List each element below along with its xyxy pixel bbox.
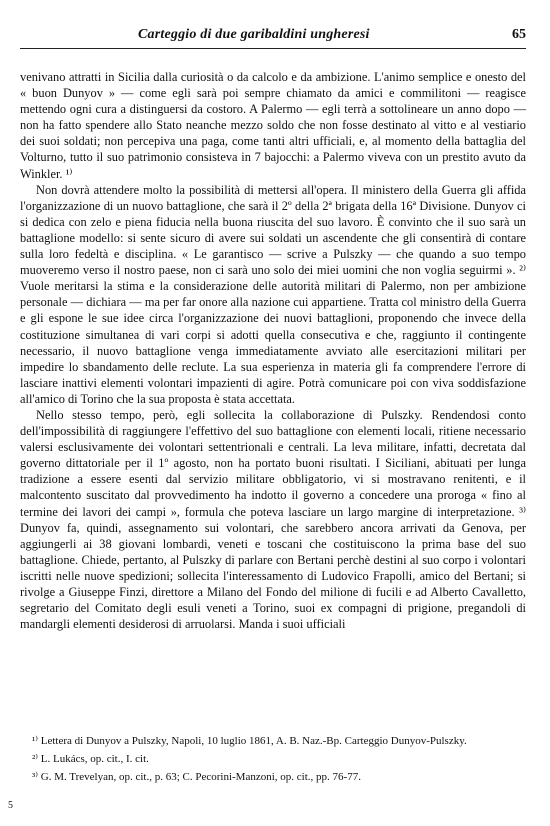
footnote: ²⁾ L. Lukács, op. cit., I. cit. xyxy=(32,753,149,765)
footnotes xyxy=(20,734,526,788)
footnote: ¹⁾ Lettera di Dunyov a Pulszky, Napoli, 10 luglio 1861, A. B. Naz.-Bp. Carteggio Dunyov-Pulszky. xyxy=(32,735,467,747)
page-number: 65 xyxy=(512,27,526,42)
body-text xyxy=(20,69,526,632)
paragraph: venivano attratti in Sicilia dalla curiosità o da calcolo e da ambizione. L'animo semplice e onesto del « buon Dunyov » — come egli sarà poi sempre chiamato da amici e commilitoni — reagisce mettendo ogni cura a distinguersi da costoro. A Palermo — egli terrà a sottolineare un anno dopo — non ha fatto spendere allo Stato neanche mezzo soldo che non fosse destinato al vitto e al vestiario dei suoi soldati; non percepiva una paga, come tanti altri ufficiali, e, al momento della battaglia del Volturno, tutto il suo patrimonio consisteva in 7 bajocchi: a Palermo viveva con un prestito avuto da Winkler. ¹⁾ xyxy=(20,70,526,181)
signature-mark: 5 xyxy=(8,800,13,811)
paragraph: Non dovrà attendere molto la possibilità di mettersi all'opera. Il ministero della Guerra gli affida l'organizzazione di un nuovo battaglione, che sarà il 2º della 2ª brigata della 16ª Divisione. Dunyov ci si dedica con zelo e piena fiducia nella buona riuscita del suo lavoro. È convinto che il suo sarà un battaglione modello: si sente sicuro di avere sui soldati un ascendente che gli consentirà di contare sulla loro fedeltà e disciplina. « Le garantisco — scrive a Pulszky — che quando a suo tempo muoveremo verso il nostro paese, non ci sarà uno solo dei miei uomini che non voglia seguirmi ». ²⁾ Vuole meritarsi la stima e la considerazione delle autorità militari di Palermo, non per ambizione personale — dichiara — ma per far onore alla nazione cui appartiene. Tratta col ministro della Guerra e gli espone le sue idee circa l'organizzazione dei nuovi battaglioni, proponendo che invece della costituzione simultanea di vari corpi si adotti quella consecutiva e che, raggiunto il contingente necessario, il nuovo battaglione venga immediatamente avviato alle esercitazioni militari per impedire lo sbandamento delle reclute. La sua esperienza in materia gli fa comprendere l'errore di lasciare inattivi elementi volontari impazienti di agire. Potrà comunicare poi con viva soddisfazione all'amico di Torino che la sua proposta è stata accettata. xyxy=(20,182,526,406)
footnote: ³⁾ G. M. Trevelyan, op. cit., p. 63; C. Pecorini-Manzoni, op. cit., pp. 76-77. xyxy=(32,771,361,783)
running-head xyxy=(20,27,526,45)
header-rule xyxy=(20,48,526,49)
running-title: Carteggio di due garibaldini ungheresi xyxy=(138,27,370,42)
paragraph: Nello stesso tempo, però, egli sollecita la collaborazione di Pulszky. Rendendosi conto dell'impossibilità di raggiungere l'effettivo del suo battaglione con elementi locali, ritiene necessario valersi esclusivamente dei volontari settentrionali e centrali. La leva militare, infatti, decretata dal governo dittatoriale per il 1º agosto, non ha portato buoni risultati. I Siciliani, abituati per lunga tradizione a essere esenti dal servizio militare obbligatorio, vi si mostravano renitenti, e il malcontento suscitato dal provvedimento ha indotto il governo a concedere una proroga « fino al termine dei lavori dei campi », formula che poteva lasciare un largo margine di interpretazione. ³⁾ Dunyov fa, quindi, assegnamento sui volontari, che sarebbero ancora arrivati da Genova, per aggiungerli ai 38 giovani lombardi, veneti e toscani che costituiscono la prima base del suo battaglione. Chiede, pertanto, al Pulszky di parlare con Bertani perchè destini al suo corpo i volontari iscritti nelle nuove spedizioni; sollecita l'interessamento di Ludovico Frapolli, amico del Bertani; si rivolge a Giuseppe Finzi, direttore a Milano del Fondo del milione di fucili e ad Alberto Cavalletto, segretario del Comitato degli esuli veneti a Torino, suoi ex compagni di prigione, pregandoli di mandargli elementi desiderosi di arruolarsi. Manda i suoi ufficiali xyxy=(20,407,526,632)
